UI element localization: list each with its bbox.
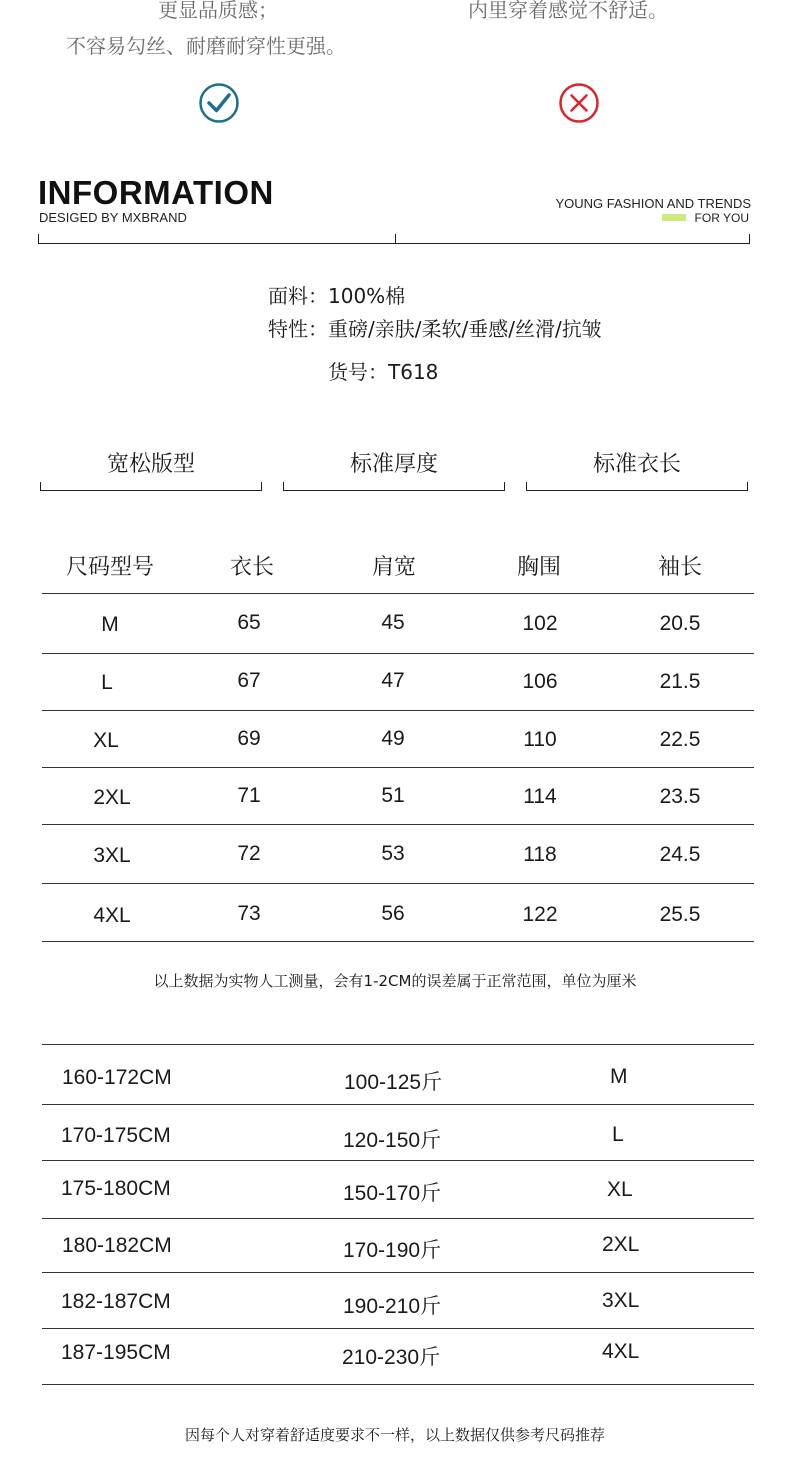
size-cell: 67 bbox=[237, 669, 261, 692]
recommended-size: 4XL bbox=[602, 1340, 640, 1363]
size-cell: 20.5 bbox=[659, 612, 701, 635]
item-number: 货号：T618 bbox=[328, 360, 439, 384]
feature-length: 标准衣长 bbox=[592, 452, 681, 477]
fabric-info: 面料：100%棉 bbox=[268, 284, 406, 308]
check-circle-icon bbox=[198, 82, 240, 124]
feature-thickness: 标准厚度 bbox=[349, 452, 438, 477]
feature-bracket-3-right bbox=[747, 482, 748, 491]
size-header-shoulder: 肩宽 bbox=[371, 555, 416, 580]
size-cell: 122 bbox=[522, 903, 558, 926]
size-cell: 3XL bbox=[93, 844, 131, 867]
divider-tick-center bbox=[395, 234, 396, 244]
size-cell: 56 bbox=[381, 902, 405, 925]
size-cell: XL bbox=[93, 729, 119, 752]
size-cell: M bbox=[101, 613, 119, 636]
feature-bracket-3 bbox=[526, 490, 748, 491]
measurement-note: 以上数据为实物人工测量，会有1-2CM的误差属于正常范围，单位为厘米 bbox=[153, 972, 637, 990]
feature-bracket-2-right bbox=[504, 482, 505, 491]
good-desc-line2: 不容易勾丝、耐磨耐穿性更强。 bbox=[66, 34, 346, 58]
size-table-rule bbox=[42, 767, 754, 768]
size-cell: 69 bbox=[237, 727, 261, 750]
size-cell: 73 bbox=[237, 902, 261, 925]
weight-range: 100-125斤 bbox=[344, 1071, 443, 1094]
size-cell: 51 bbox=[381, 784, 405, 807]
height-range: 170-175CM bbox=[61, 1124, 171, 1147]
divider-tick-right bbox=[749, 234, 750, 244]
size-cell: 49 bbox=[381, 727, 405, 750]
weight-range: 190-210斤 bbox=[343, 1295, 442, 1318]
size-cell: 65 bbox=[237, 611, 261, 634]
size-table-rule bbox=[42, 824, 754, 825]
weight-range: 150-170斤 bbox=[343, 1182, 442, 1205]
size-cell: 106 bbox=[522, 670, 558, 693]
feature-bracket-3-left bbox=[526, 482, 527, 491]
feature-bracket-2-left bbox=[283, 482, 284, 491]
height-range: 182-187CM bbox=[61, 1290, 171, 1313]
size-cell: 47 bbox=[381, 669, 405, 692]
reference-table-rule bbox=[42, 1328, 754, 1329]
feature-fit: 宽松版型 bbox=[106, 452, 195, 477]
feature-bracket-2 bbox=[283, 490, 505, 491]
weight-range: 210-230斤 bbox=[342, 1346, 441, 1369]
size-cell: 114 bbox=[523, 785, 557, 808]
header-divider bbox=[38, 243, 750, 244]
size-header-chest: 胸围 bbox=[516, 555, 561, 580]
height-range: 180-182CM bbox=[62, 1234, 172, 1257]
features-info: 特性：重磅/亲肤/柔软/垂感/丝滑/抗皱 bbox=[268, 317, 602, 341]
weight-range: 120-150斤 bbox=[343, 1129, 442, 1152]
size-header-size: 尺码型号 bbox=[65, 555, 154, 580]
section-title: INFORMATION bbox=[38, 174, 274, 211]
tagline-sub: FOR YOU bbox=[694, 211, 749, 225]
size-cell: 21.5 bbox=[659, 670, 701, 693]
size-cell: 118 bbox=[523, 843, 557, 866]
tagline: YOUNG FASHION AND TRENDS bbox=[555, 196, 751, 211]
size-cell: 23.5 bbox=[659, 785, 701, 808]
size-cell: 72 bbox=[237, 842, 261, 865]
recommended-size: 3XL bbox=[602, 1289, 640, 1312]
size-cell: 4XL bbox=[93, 904, 131, 927]
divider-tick-left bbox=[38, 234, 39, 244]
size-cell: 45 bbox=[381, 611, 405, 634]
x-circle-icon bbox=[558, 82, 600, 124]
size-cell: 53 bbox=[381, 842, 405, 865]
feature-bracket-1-left bbox=[40, 482, 41, 491]
feature-bracket-1-right bbox=[261, 482, 262, 491]
reference-table-rule bbox=[42, 1384, 754, 1385]
size-cell: 102 bbox=[522, 612, 558, 635]
reference-note: 因每个人对穿着舒适度要求不一样，以上数据仅供参考尺码推荐 bbox=[184, 1426, 605, 1444]
reference-table-rule bbox=[42, 1218, 754, 1219]
size-header-length: 衣长 bbox=[229, 555, 274, 580]
height-range: 160-172CM bbox=[62, 1066, 172, 1089]
reference-table-rule bbox=[42, 1272, 754, 1273]
recommended-size: 2XL bbox=[602, 1233, 640, 1256]
size-header-sleeve: 袖长 bbox=[657, 555, 702, 580]
size-cell: 110 bbox=[523, 728, 557, 751]
size-cell: 2XL bbox=[93, 786, 131, 809]
weight-range: 170-190斤 bbox=[343, 1239, 442, 1262]
size-cell: 24.5 bbox=[659, 843, 701, 866]
feature-bracket-1 bbox=[40, 490, 262, 491]
reference-table-rule bbox=[42, 1104, 754, 1105]
height-range: 187-195CM bbox=[61, 1341, 171, 1364]
size-cell: 71 bbox=[237, 784, 261, 807]
size-table-rule bbox=[42, 941, 754, 942]
size-cell: L bbox=[101, 671, 113, 694]
recommended-size: XL bbox=[607, 1178, 633, 1201]
good-desc-line1: 更显品质感； bbox=[158, 0, 278, 22]
section-subtitle: DESIGED BY MXBRAND bbox=[39, 210, 187, 225]
size-table-rule bbox=[42, 593, 754, 594]
size-table-rule bbox=[42, 653, 754, 654]
recommended-size: L bbox=[612, 1123, 624, 1146]
reference-table-rule bbox=[42, 1160, 754, 1161]
tagline-accent-bar bbox=[662, 214, 686, 221]
height-range: 175-180CM bbox=[61, 1177, 171, 1200]
size-table-rule bbox=[42, 710, 754, 711]
reference-table-rule bbox=[42, 1044, 754, 1045]
size-cell: 22.5 bbox=[659, 728, 701, 751]
size-cell: 25.5 bbox=[659, 903, 701, 926]
bad-desc-line1: 内里穿着感觉不舒适。 bbox=[468, 0, 668, 22]
size-table-rule bbox=[42, 883, 754, 884]
recommended-size: M bbox=[610, 1065, 628, 1088]
